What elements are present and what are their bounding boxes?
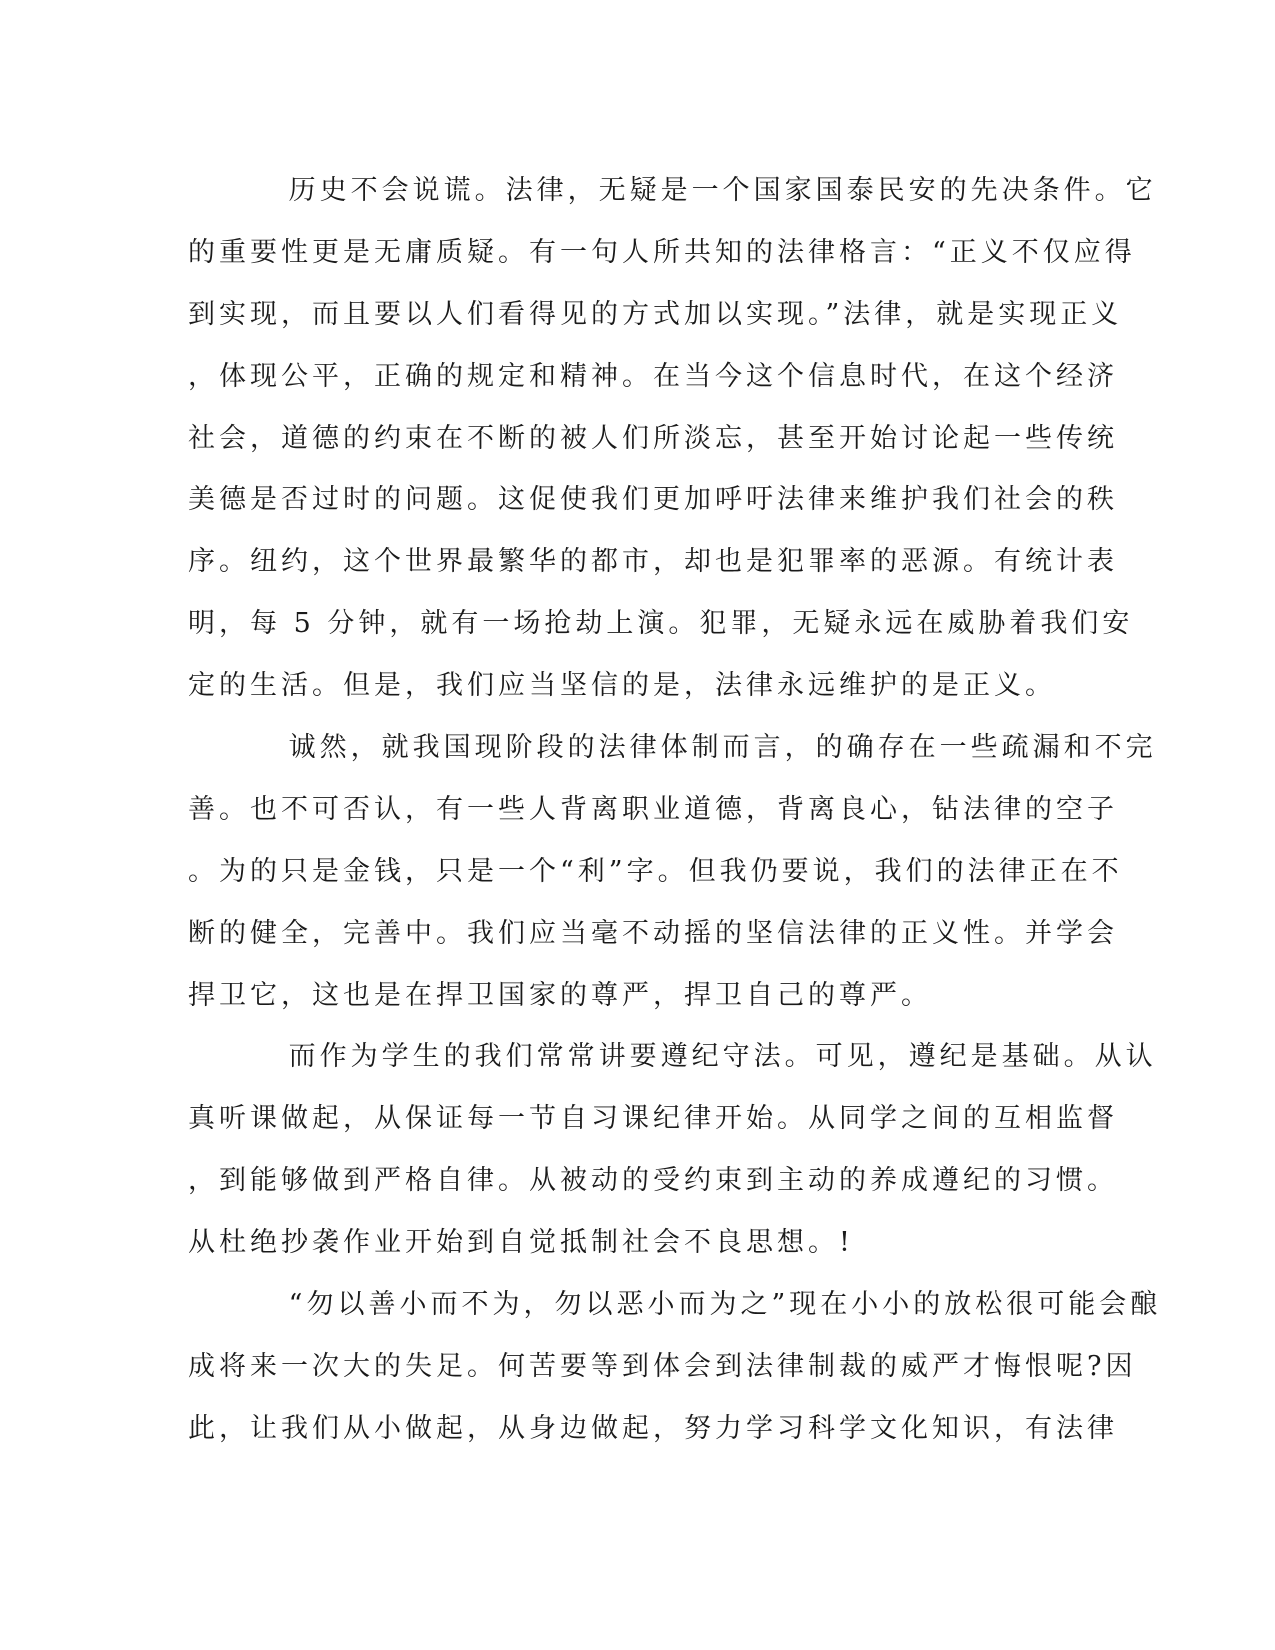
text-line: 明，每 5 分钟，就有一场抢劫上演。犯罪，无疑永远在威胁着我们安	[188, 608, 1134, 640]
text-line: ，体现公平，正确的规定和精神。在当今这个信息时代，在这个经济	[188, 360, 1118, 392]
text-line: “勿以善小而不为，勿以恶小而为之”现在小小的放松很可能会酿	[188, 1289, 1162, 1321]
text-line: 美德是否过时的问题。这促使我们更加呼吁法律来维护我们社会的秩	[188, 484, 1118, 516]
text-line: 到实现，而且要以人们看得见的方式加以实现。”法律，就是实现正义	[188, 298, 1123, 330]
text-line: 历史不会说谎。法律，无疑是一个国家国泰民安的先决条件。它	[188, 175, 1157, 206]
text-line: 诚然，就我国现阶段的法律体制而言，的确存在一些疏漏和不完	[188, 732, 1157, 764]
text-line: 。为的只是金钱，只是一个“利”字。但我仍要说，我们的法律正在不	[188, 855, 1123, 887]
text-line: 从杜绝抄袭作业开始到自觉抵制社会不良思想。!	[188, 1227, 854, 1259]
paragraph-1	[188, 160, 1157, 717]
paragraph-4	[188, 1274, 1162, 1460]
text-line: 断的健全，完善中。我们应当毫不动摇的坚信法律的正义性。并学会	[188, 917, 1118, 949]
paragraph-3	[188, 1026, 1157, 1274]
text-line: 成将来一次大的失足。何苦要等到体会到法律制裁的威严才悔恨呢?因	[188, 1350, 1137, 1382]
text-line: 定的生活。但是，我们应当坚信的是，法律永远维护的是正义。	[188, 670, 1056, 702]
body-text	[188, 160, 1162, 1460]
text-line: ，到能够做到严格自律。从被动的受约束到主动的养成遵纪的习惯。	[188, 1165, 1118, 1197]
text-line: 社会，道德的约束在不断的被人们所淡忘，甚至开始讨论起一些传统	[188, 422, 1118, 454]
text-line: 序。纽约，这个世界最繁华的都市，却也是犯罪率的恶源。有统计表	[188, 546, 1118, 578]
text-line: 此，让我们从小做起，从身边做起，努力学习科学文化知识，有法律	[188, 1412, 1118, 1444]
text-line: 捍卫它，这也是在捍卫国家的尊严，捍卫自己的尊严。	[188, 979, 932, 1011]
text-line: 真听课做起，从保证每一节自习课纪律开始。从同学之间的互相监督	[188, 1103, 1118, 1135]
text-line: 而作为学生的我们常常讲要遵纪守法。可见，遵纪是基础。从认	[188, 1041, 1157, 1073]
paragraph-2	[188, 717, 1157, 1026]
text-line: 的重要性更是无庸质疑。有一句人所共知的法律格言：“正义不仅应得	[188, 236, 1136, 268]
text-line: 善。也不可否认，有一些人背离职业道德，背离良心，钻法律的空子	[188, 793, 1118, 825]
